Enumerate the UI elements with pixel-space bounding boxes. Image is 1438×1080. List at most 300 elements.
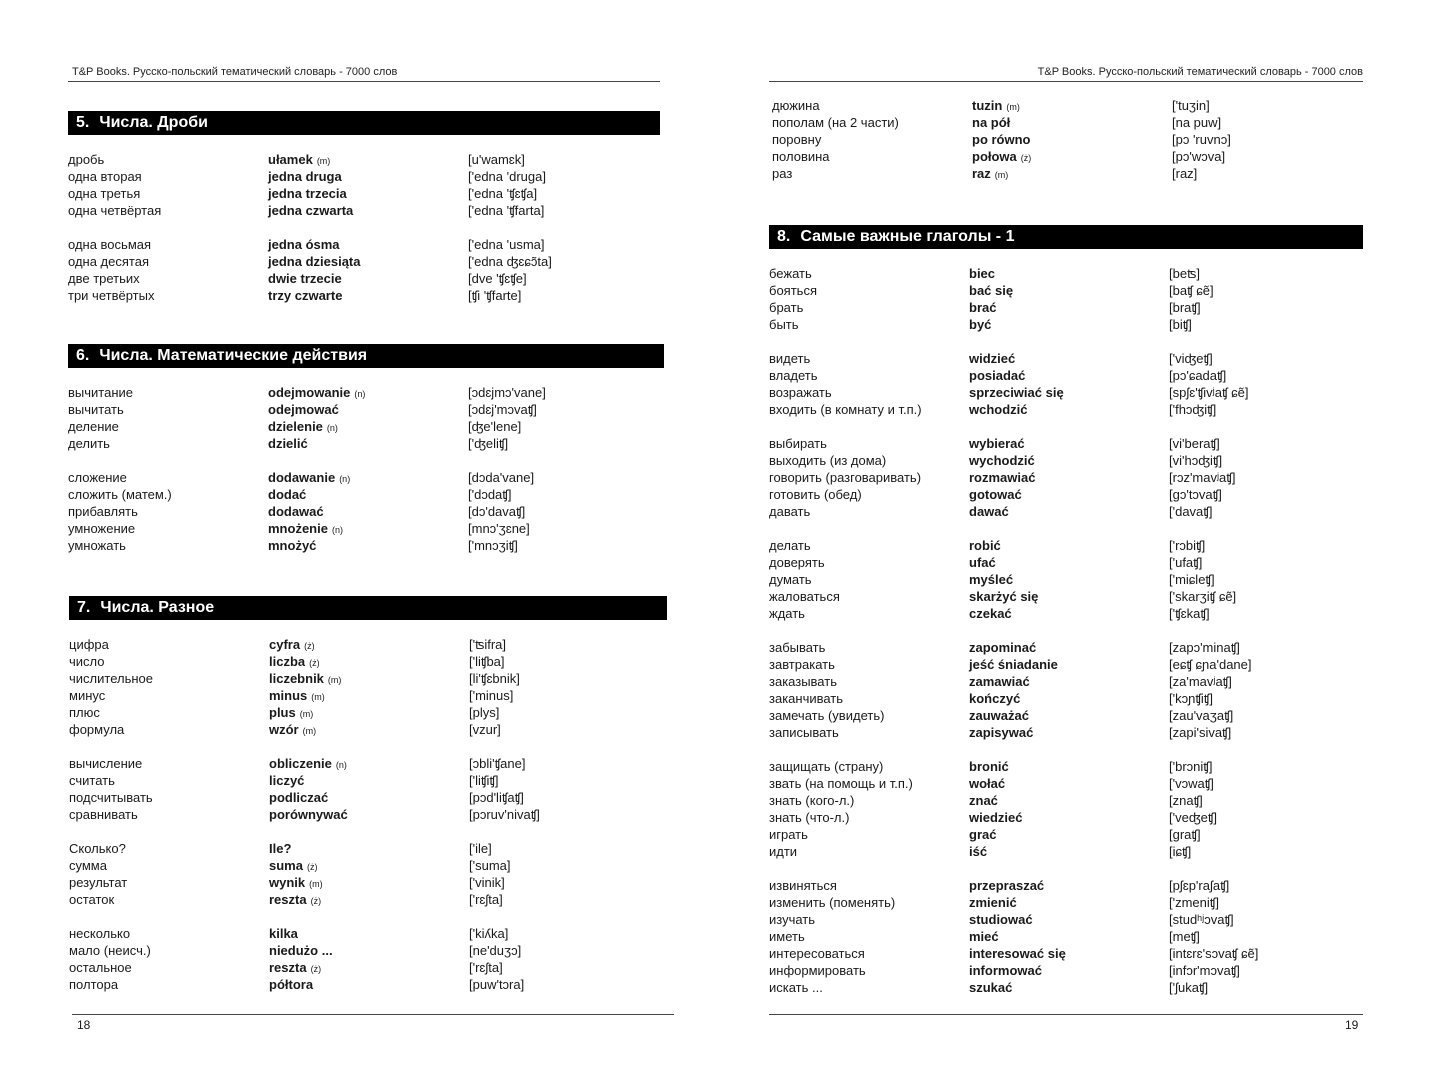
polish-word — [969, 945, 1169, 962]
polish-word — [268, 384, 468, 401]
entry-row — [769, 979, 1363, 996]
transcription: ['davaʧ] — [1169, 504, 1213, 519]
polish-word — [969, 316, 1169, 333]
polish-word-text: liczyć — [269, 773, 305, 788]
gender-mark: (m) — [316, 156, 331, 166]
entry-row — [68, 401, 664, 418]
entry-row — [769, 503, 1363, 520]
polish-word-text: liczba — [269, 654, 306, 669]
entry-row — [769, 435, 1363, 452]
polish-word-text: wynik — [269, 875, 306, 890]
russian-word: знать (что-л.) — [769, 810, 850, 825]
entry-group — [769, 265, 1363, 333]
russian-word: звать (на помощь и т.п.) — [769, 776, 913, 791]
entry-row — [69, 840, 667, 857]
russian-word: остальное — [69, 960, 132, 975]
entry-row — [69, 789, 667, 806]
polish-word — [268, 401, 468, 418]
transcription: ['vɔwaʧ] — [1169, 776, 1214, 791]
polish-word — [269, 755, 469, 772]
polish-word — [972, 131, 1172, 148]
russian-word: знать (кого-л.) — [769, 793, 855, 808]
running-head: T&P Books. Русско-польский тематический словарь - 7000 слов — [72, 66, 398, 78]
footer-rule — [769, 1014, 1363, 1015]
polish-word — [969, 503, 1169, 520]
entry-row — [769, 571, 1363, 588]
entry-row — [769, 316, 1363, 333]
russian-word: делить — [68, 436, 110, 451]
transcription: ['zmeniʧ] — [1169, 895, 1219, 910]
polish-word — [972, 114, 1172, 131]
transcription: ['kiʎka] — [469, 926, 509, 941]
running-head: T&P Books. Русско-польский тематический словарь - 7000 слов — [1037, 66, 1363, 78]
entry-row — [69, 653, 667, 670]
polish-word — [969, 367, 1169, 384]
gender-mark: (m) — [309, 879, 323, 889]
polish-word-text: iść — [969, 844, 988, 859]
header-rule — [769, 81, 1363, 82]
polish-word-text: dwie trzecie — [268, 271, 342, 286]
russian-word: половина — [772, 149, 830, 164]
russian-word: владеть — [769, 368, 818, 383]
polish-word-text: zamawiać — [969, 674, 1030, 689]
transcription: ['rɛʃta] — [469, 960, 503, 975]
gender-mark: (m) — [1006, 102, 1020, 112]
russian-word: одна четвёртая — [68, 203, 162, 218]
transcription: ['tuʒin] — [1172, 98, 1210, 113]
entry-row — [772, 148, 1366, 165]
entry-group — [69, 840, 667, 908]
polish-word-text: bać się — [969, 283, 1014, 298]
polish-word-text: reszta — [269, 960, 307, 975]
polish-word — [269, 670, 469, 687]
transcription: [braʧ] — [1169, 300, 1201, 315]
gender-mark: (n) — [339, 474, 351, 484]
entry-row — [769, 486, 1363, 503]
polish-word — [969, 758, 1169, 775]
section-heading — [769, 225, 1363, 249]
transcription: ['dɔdaʧ] — [468, 487, 512, 502]
gender-mark: (n) — [354, 389, 366, 399]
transcription: ['miɕleʧ] — [1169, 572, 1215, 587]
polish-word-text: dodawanie — [268, 470, 336, 485]
polish-word — [969, 775, 1169, 792]
entry-row — [69, 874, 667, 891]
entry-group — [68, 469, 664, 554]
polish-word — [268, 185, 468, 202]
polish-word-text: być — [969, 317, 992, 332]
transcription: [intɛrɛ'sɔvaʧ ɕẽ] — [1169, 946, 1259, 961]
transcription: [zau'vaʒaʧ] — [1169, 708, 1234, 723]
russian-word: пополам (на 2 части) — [772, 115, 899, 130]
polish-word-text: dzielenie — [268, 419, 323, 434]
transcription: ['mnɔʒiʧ] — [468, 538, 518, 553]
polish-word — [269, 772, 469, 789]
transcription: [zapi'sivaʧ] — [1169, 725, 1232, 740]
polish-word — [969, 724, 1169, 741]
transcription: ['kɔɲʧiʧ] — [1169, 691, 1213, 706]
polish-word — [268, 253, 468, 270]
entry-row — [769, 299, 1363, 316]
section-number: 5. — [76, 114, 90, 131]
polish-word-text: suma — [269, 858, 303, 873]
polish-word-text: jedna czwarta — [268, 203, 354, 218]
entry-row — [769, 588, 1363, 605]
russian-word: бежать — [769, 266, 812, 281]
russian-word: говорить (разговаривать) — [769, 470, 922, 485]
transcription: [ɔdɛjmɔ'vane] — [468, 385, 546, 400]
polish-word-text: kończyć — [969, 691, 1021, 706]
transcription: ['edna 'ʧfarta] — [468, 203, 545, 218]
entry-group — [69, 755, 667, 823]
polish-word-text: porównywać — [269, 807, 348, 822]
russian-word: изменить (поменять) — [769, 895, 896, 910]
polish-word — [969, 299, 1169, 316]
polish-word — [969, 877, 1169, 894]
polish-word-text: kilka — [269, 926, 298, 941]
entry-row — [769, 384, 1363, 401]
transcription: [pɔ'wɔva] — [1172, 149, 1226, 164]
transcription: ['ile] — [469, 841, 492, 856]
russian-word: дюжина — [772, 98, 820, 113]
polish-word — [969, 979, 1169, 996]
transcription: [gɔ'tɔvaʧ] — [1169, 487, 1222, 502]
polish-word — [268, 151, 468, 168]
russian-word: готовить (обед) — [769, 487, 862, 502]
page-19 — [719, 0, 1438, 1080]
russian-word: интересоваться — [769, 946, 865, 961]
russian-word: минус — [69, 688, 106, 703]
polish-word-text: raz — [972, 166, 991, 181]
transcription: [graʧ] — [1169, 827, 1201, 842]
entry-row — [769, 945, 1363, 962]
entry-row — [69, 976, 667, 993]
polish-word — [969, 537, 1169, 554]
polish-word-text: niedużo ... — [269, 943, 333, 958]
polish-word — [972, 165, 1172, 182]
polish-word-text: przepraszać — [969, 878, 1045, 893]
polish-word-text: po równo — [972, 132, 1031, 147]
polish-word-text: jeść śniadanie — [969, 657, 1058, 672]
gender-mark: (m) — [994, 170, 1009, 180]
entry-row — [769, 911, 1363, 928]
russian-word: плюс — [69, 705, 100, 720]
polish-word — [269, 857, 469, 874]
polish-word-text: zauważać — [969, 708, 1029, 723]
polish-word — [969, 707, 1169, 724]
gender-mark: (m) — [299, 709, 314, 719]
russian-word: завтракать — [769, 657, 835, 672]
transcription: [za'mavʲaʧ] — [1169, 674, 1232, 689]
polish-word-text: połowa — [972, 149, 1017, 164]
entry-row — [769, 724, 1363, 741]
polish-word-text: reszta — [269, 892, 307, 907]
russian-word: делать — [769, 538, 811, 553]
russian-word: искать ... — [769, 980, 823, 995]
polish-word — [268, 520, 468, 537]
russian-word: извиняться — [769, 878, 837, 893]
entry-row — [68, 168, 660, 185]
transcription: [plys] — [469, 705, 500, 720]
polish-word — [269, 806, 469, 823]
entry-row — [68, 537, 664, 554]
polish-word — [269, 840, 469, 857]
transcription: [ʧi 'ʧfarte] — [468, 288, 522, 303]
entry-row — [68, 253, 660, 270]
russian-word: входить (в комнату и т.п.) — [769, 402, 922, 417]
entry-row — [769, 690, 1363, 707]
russian-word: подсчитывать — [69, 790, 153, 805]
polish-word-text: biec — [969, 266, 996, 281]
transcription: [mnɔ'ʒɛne] — [468, 521, 530, 536]
polish-word — [269, 687, 469, 704]
russian-word: ждать — [769, 606, 805, 621]
polish-word-text: wzór — [269, 722, 299, 737]
russian-word: число — [69, 654, 105, 669]
entry-group — [769, 350, 1363, 418]
entry-row — [772, 131, 1366, 148]
entry-group — [68, 151, 660, 219]
entry-group — [769, 537, 1363, 622]
transcription: ['liʧiʧ] — [469, 773, 499, 788]
polish-word-text: skarżyć się — [969, 589, 1039, 604]
russian-word: быть — [769, 317, 799, 332]
polish-word — [972, 97, 1172, 114]
entry-row — [769, 758, 1363, 775]
gender-mark: (ż) — [306, 862, 318, 872]
russian-word: три четвёртых — [68, 288, 155, 303]
gender-mark: (n) — [335, 760, 347, 770]
polish-word-text: dawać — [969, 504, 1009, 519]
polish-word-text: sprzeciwiać się — [969, 385, 1064, 400]
entry-row — [769, 265, 1363, 282]
polish-word — [269, 976, 469, 993]
polish-word — [268, 537, 468, 554]
polish-word — [269, 942, 469, 959]
transcription: [pɔruv'nivaʧ] — [469, 807, 540, 822]
entry-group — [68, 236, 660, 304]
transcription: ['ʤeliʧ] — [468, 436, 509, 451]
section-title: Самые важные глаголы - 1 — [800, 228, 1015, 245]
russian-word: сложить (матем.) — [68, 487, 172, 502]
entry-row — [69, 636, 667, 653]
russian-word: доверять — [769, 555, 825, 570]
russian-word: несколько — [69, 926, 131, 941]
polish-word-text: wybierać — [969, 436, 1025, 451]
polish-word-text: odejmowanie — [268, 385, 351, 400]
entry-row — [69, 704, 667, 721]
russian-word: давать — [769, 504, 811, 519]
entry-row — [69, 670, 667, 687]
polish-word — [969, 401, 1169, 418]
continuation-list — [772, 97, 1366, 182]
entry-row — [69, 687, 667, 704]
polish-word — [969, 894, 1169, 911]
polish-word-text: wchodzić — [969, 402, 1028, 417]
section-heading — [69, 596, 667, 620]
polish-word-text: półtora — [269, 977, 314, 992]
entry-group — [69, 925, 667, 993]
page-number: 18 — [77, 1018, 91, 1032]
russian-word: вычитание — [68, 385, 133, 400]
polish-word-text: jedna trzecia — [268, 186, 347, 201]
polish-word — [269, 704, 469, 721]
polish-word-text: plus — [269, 705, 296, 720]
gender-mark: (m) — [302, 726, 317, 736]
russian-word: числительное — [69, 671, 153, 686]
transcription: ['rɛʃta] — [469, 892, 503, 907]
russian-word: иметь — [769, 929, 805, 944]
transcription: [znaʧ] — [1169, 793, 1203, 808]
polish-word — [969, 962, 1169, 979]
section-6 — [68, 344, 664, 554]
entry-row — [68, 287, 660, 304]
polish-word — [969, 656, 1169, 673]
polish-word — [969, 911, 1169, 928]
polish-word — [972, 148, 1172, 165]
russian-word: выходить (из дома) — [769, 453, 887, 468]
entry-row — [69, 857, 667, 874]
entry-row — [69, 755, 667, 772]
section-title: Числа. Математические действия — [99, 347, 368, 364]
transcription: ['edna 'ʧɛʧa] — [468, 186, 538, 201]
entry-row — [69, 891, 667, 908]
polish-word-text: tuzin — [972, 98, 1003, 113]
gender-mark: (ż) — [310, 896, 322, 906]
transcription: ['fhɔʤiʧ] — [1169, 402, 1217, 417]
section-7 — [69, 596, 667, 993]
russian-word: записывать — [769, 725, 839, 740]
polish-word — [969, 928, 1169, 945]
transcription: [raz] — [1172, 166, 1198, 181]
transcription: [eɕʧ ɕɲa'dane] — [1169, 657, 1252, 672]
polish-word-text: dzielić — [268, 436, 308, 451]
transcription: ['ʦifra] — [469, 637, 507, 652]
transcription: [li'ʧɛbnik] — [469, 671, 520, 686]
section-heading — [68, 111, 660, 135]
russian-word: играть — [769, 827, 808, 842]
polish-word — [269, 891, 469, 908]
gender-mark: (n) — [331, 525, 343, 535]
polish-word-text: dodawać — [268, 504, 324, 519]
polish-word — [969, 469, 1169, 486]
section-number: 6. — [76, 347, 90, 364]
polish-word-text: brać — [969, 300, 997, 315]
russian-word: дробь — [68, 152, 105, 167]
entry-row — [68, 520, 664, 537]
polish-word — [268, 270, 468, 287]
entry-row — [68, 503, 664, 520]
transcription: ['edna ʤɛɕɔ̃ta] — [468, 254, 552, 269]
russian-word: поровну — [772, 132, 822, 147]
transcription: [vi'hɔʤiʧ] — [1169, 453, 1223, 468]
polish-word-text: zapominać — [969, 640, 1037, 655]
entry-row — [769, 469, 1363, 486]
polish-word-text: dodać — [268, 487, 307, 502]
russian-word: бояться — [769, 283, 817, 298]
russian-word: одна третья — [68, 186, 141, 201]
entry-row — [68, 185, 660, 202]
polish-word-text: jedna dziesiąta — [268, 254, 361, 269]
transcription: ['skarʒiʧ ɕẽ] — [1169, 589, 1237, 604]
entry-row — [769, 673, 1363, 690]
transcription: ['edna 'usma] — [468, 237, 545, 252]
polish-word — [269, 653, 469, 670]
entry-row — [68, 236, 660, 253]
gender-mark: (m) — [311, 692, 325, 702]
polish-word — [269, 874, 469, 891]
entry-row — [68, 486, 664, 503]
transcription: ['minus] — [469, 688, 514, 703]
polish-word-text: myśleć — [969, 572, 1014, 587]
gender-mark: (ż) — [304, 641, 315, 651]
entry-row — [69, 942, 667, 959]
russian-word: забывать — [769, 640, 826, 655]
entry-row — [769, 350, 1363, 367]
transcription: ['ufaʧ] — [1169, 555, 1203, 570]
transcription: [pʃɛp'raʃaʧ] — [1169, 878, 1230, 893]
section-heading — [68, 344, 664, 368]
entry-row — [68, 418, 664, 435]
entry-group — [769, 435, 1363, 520]
polish-word — [268, 418, 468, 435]
transcription: [dɔ'davaʧ] — [468, 504, 526, 519]
transcription: [na puw] — [1172, 115, 1222, 130]
section-8 — [769, 225, 1363, 996]
russian-word: информировать — [769, 963, 866, 978]
russian-word: прибавлять — [68, 504, 138, 519]
polish-word-text: rozmawiać — [969, 470, 1036, 485]
russian-word: результат — [69, 875, 128, 890]
russian-word: защищать (страну) — [769, 759, 884, 774]
russian-word: умножать — [68, 538, 126, 553]
entry-row — [69, 806, 667, 823]
gender-mark: (ż) — [309, 658, 320, 668]
polish-word — [268, 236, 468, 253]
gender-mark: (ż) — [1020, 153, 1032, 163]
polish-word — [269, 925, 469, 942]
entry-row — [68, 202, 660, 219]
transcription: ['vinik] — [469, 875, 505, 890]
entry-row — [769, 554, 1363, 571]
entry-row — [69, 721, 667, 738]
transcription: [iɕʧ] — [1169, 844, 1192, 859]
russian-word: думать — [769, 572, 812, 587]
russian-word: сравнивать — [69, 807, 138, 822]
entry-row — [68, 435, 664, 452]
polish-word — [969, 792, 1169, 809]
transcription: [zapɔ'minaʧ] — [1169, 640, 1240, 655]
polish-word-text: wiedzieć — [969, 810, 1023, 825]
russian-word: полтора — [69, 977, 119, 992]
polish-word-text: mnożyć — [268, 538, 317, 553]
polish-word-text: minus — [269, 688, 308, 703]
polish-word-text: gotować — [969, 487, 1022, 502]
polish-word — [969, 588, 1169, 605]
entry-row — [769, 894, 1363, 911]
russian-word: формула — [69, 722, 125, 737]
polish-word-text: posiadać — [969, 368, 1026, 383]
entry-row — [68, 151, 660, 168]
russian-word: остаток — [69, 892, 115, 907]
transcription: ['ʃukaʧ] — [1169, 980, 1209, 995]
polish-word — [969, 350, 1169, 367]
gender-mark: (n) — [326, 423, 338, 433]
russian-word: возражать — [769, 385, 832, 400]
transcription: [rɔz'mavʲaʧ] — [1169, 470, 1236, 485]
russian-word: заканчивать — [769, 691, 844, 706]
russian-word: деление — [68, 419, 119, 434]
